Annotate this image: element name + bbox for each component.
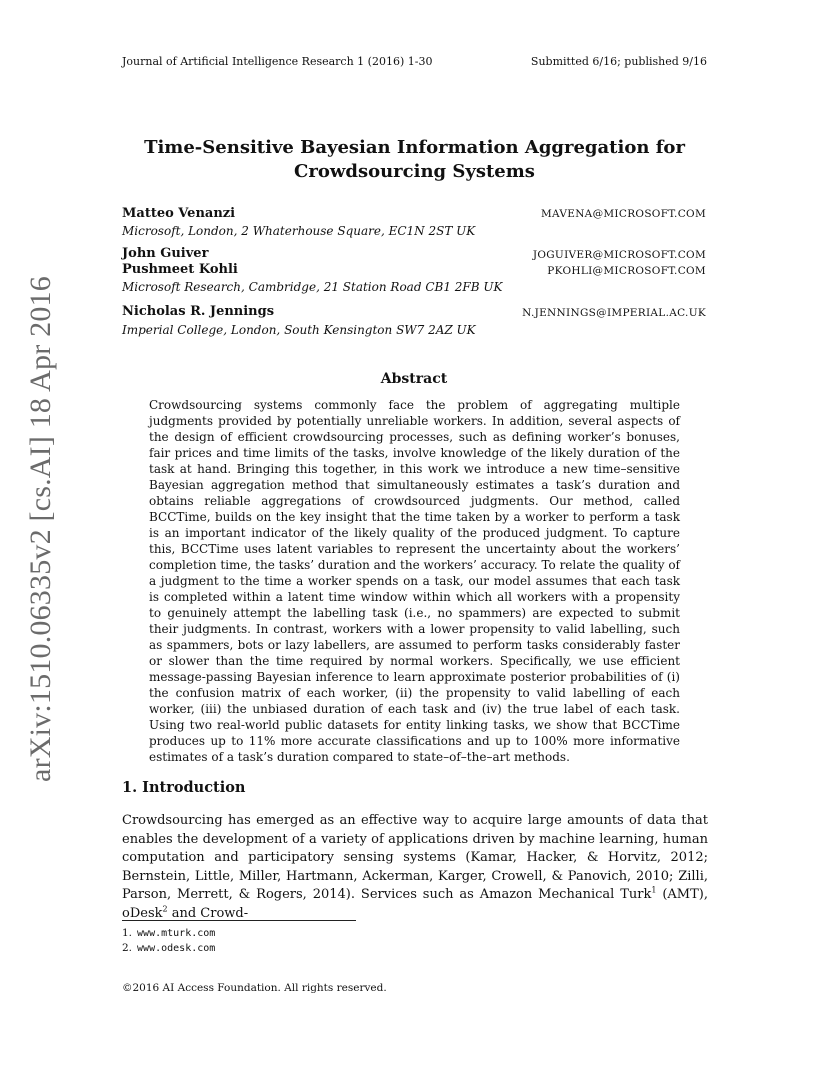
title-line-1: Time-Sensitive Bayesian Information Aggregation for — [144, 137, 685, 158]
author-affiliation: Microsoft, London, 2 Whaterhouse Square, EC1N 2ST UK — [122, 224, 476, 238]
intro-text: and Crowd- — [167, 905, 249, 921]
author-affiliation: Microsoft Research, Cambridge, 21 Station Road CB1 2FB UK — [122, 280, 503, 294]
section-heading-introduction: 1. Introduction — [122, 779, 246, 796]
footnote-number: 1. — [122, 927, 133, 939]
footnote — [122, 927, 215, 939]
footnote-number: 2. — [122, 942, 133, 954]
arxiv-stamp — [18, 276, 64, 782]
arxiv-stamp-text: arXiv:1510.06335v2 [cs.AI] 18 Apr 2016 — [24, 276, 57, 782]
paper-title — [122, 136, 707, 184]
footnote-mark[interactable]: 2 — [162, 904, 168, 914]
footnote-mark[interactable]: 1 — [651, 885, 657, 895]
intro-text: Crowdsourcing has emerged as an effective way to acquire large amounts of data that enables the development of a variety of applications driven by machine learning, human computation and participatory sensing systems (Kamar, Hacker, & Horvitz, 2012; Bernstein, Little, Miller, Hartmann, Ackerman, Karger, Crowell, & Panovich, 2010; Zilli, Parson, Merrett, & Rogers, 2014). Services such as Amazon Mechanical Turk — [122, 813, 708, 902]
author-name: Nicholas R. Jennings — [122, 304, 275, 319]
intro-text: (AMT), oDesk — [122, 887, 708, 921]
introduction-paragraph — [122, 812, 708, 923]
author-email: JOGUIVER@MICROSOFT.COM — [532, 249, 706, 261]
abstract-heading: Abstract — [380, 371, 448, 387]
footnote-link[interactable]: www.mturk.com — [137, 928, 216, 939]
author-affiliation: Imperial College, London, South Kensington SW7 2AZ UK — [122, 323, 476, 337]
footnote-divider — [122, 920, 356, 921]
journal-header: Journal of Artificial Intelligence Research 1 (2016) 1-30 — [122, 55, 433, 68]
author-email: PKOHLI@MICROSOFT.COM — [547, 265, 706, 277]
author-name: John Guiver — [122, 246, 209, 261]
author-email: N.JENNINGS@IMPERIAL.AC.UK — [522, 307, 706, 319]
footnote — [122, 942, 215, 954]
title-line-2: Crowdsourcing Systems — [294, 161, 535, 182]
author-name: Pushmeet Kohli — [122, 262, 238, 277]
submission-dates: Submitted 6/16; published 9/16 — [530, 55, 707, 68]
author-email: MAVENA@MICROSOFT.COM — [540, 208, 706, 220]
copyright-notice: ©2016 AI Access Foundation. All rights reserved. — [122, 982, 387, 994]
footnote-link[interactable]: www.odesk.com — [137, 943, 216, 954]
author-name: Matteo Venanzi — [122, 206, 236, 221]
abstract-text: Crowdsourcing systems commonly face the problem of aggregating multiple judgments provided by potentially unreliable workers. In addition, several aspects of the design of efficient crowdsourcing processes, such as defining worker’s bonuses, fair prices and time limits of the tasks, involve knowledge of the likely duration of the task at hand. Bringing this together, in this work we introduce a new time–sensitive Bayesian aggregation method that simultaneously estimates a task’s duration and obtains reliable aggregations of crowdsourced judgments. Our method, called BCCTime, builds on the key insight that the time taken by a worker to perform a task is an important indicator of the likely quality of the produced judgment. To capture this, BCCTime uses latent variables to represent the uncertainty about the workers’ completion time, the tasks’ duration and the workers’ accuracy. To relate the quality of a judgment to the time a worker spends on a task, our model assumes that each task is completed within a latent time window within which all workers with a propensity to genuinely attempt the labelling task (i.e., no spammers) are expected to submit their judgments. In contrast, workers with a lower propensity to valid labelling, such as spammers, bots or lazy labellers, are assumed to perform tasks considerably faster or slower than the time required by normal workers. Specifically, we use efficient message-passing Bayesian inference to learn approximate posterior probabilities of (i) the confusion matrix of each worker, (ii) the propensity to valid labelling of each worker, (iii) the unbiased duration of each task and (iv) the true label of each task. Using two real-world public datasets for entity linking tasks, we show that BCCTime produces up to 11% more accurate classifications and up to 100% more informative estimates of a task’s duration compared to state–of–the–art methods. — [149, 398, 680, 764]
